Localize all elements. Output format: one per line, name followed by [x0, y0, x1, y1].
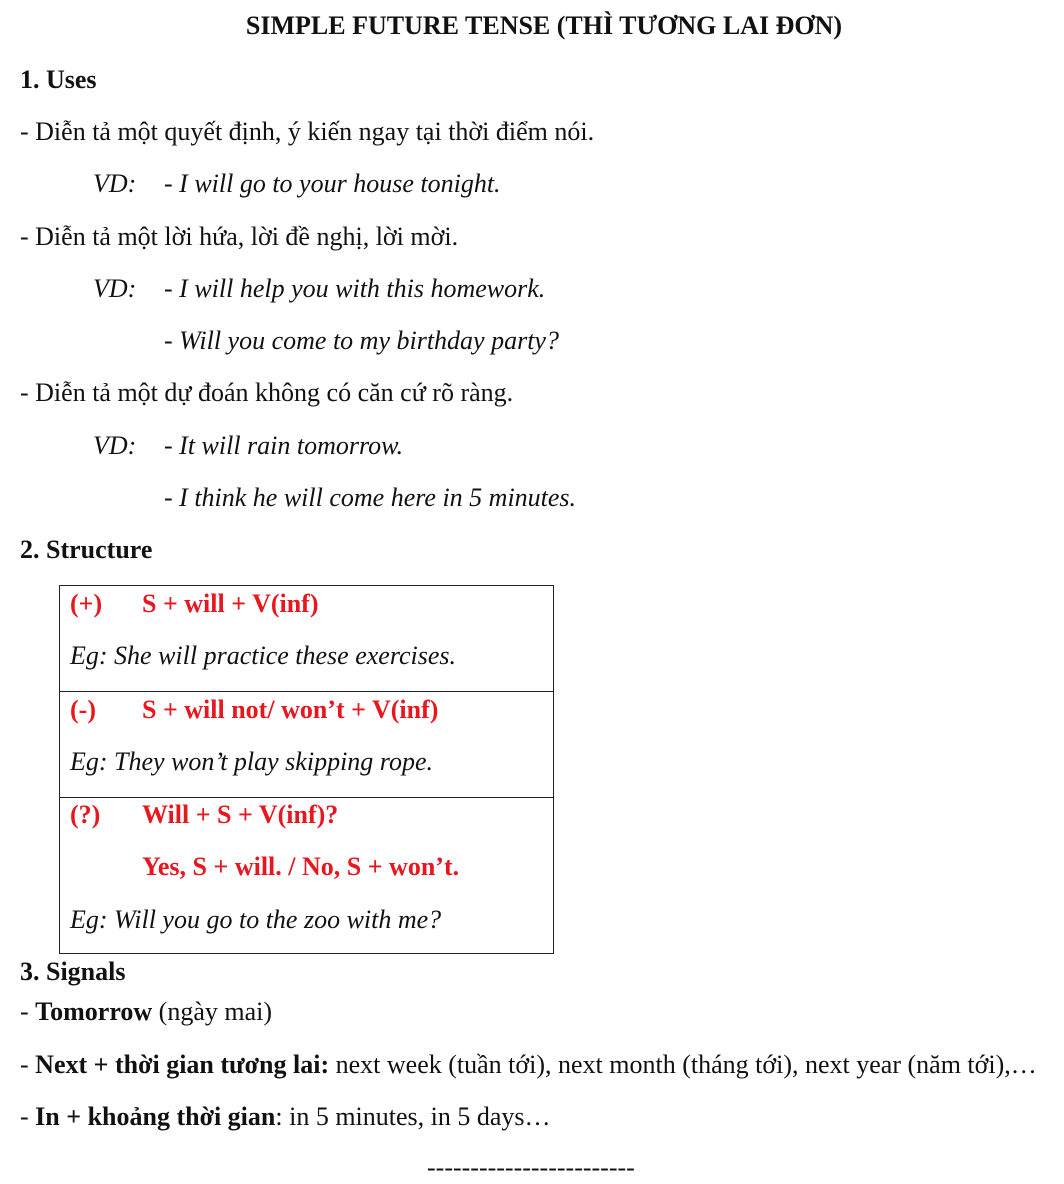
signal-description: (ngày mai): [152, 997, 273, 1026]
use-3-text: - Diễn tả một dự đoán không có căn cứ rõ ràng.: [20, 378, 514, 407]
signal-item: [20, 1101, 551, 1133]
use-3-vd-label: VD:: [93, 431, 137, 460]
structure-table: [59, 585, 554, 954]
structure-row-affirmative: [60, 586, 553, 691]
use-2-example-1: - I will help you with this homework.: [164, 274, 546, 303]
structure-formula: S + will not/ won’t + V(inf): [142, 695, 439, 724]
structure-symbol: (+): [70, 589, 103, 618]
signal-item: [20, 996, 272, 1028]
structure-example: Eg: Will you go to the zoo with me?: [70, 905, 442, 934]
structure-row-question: [60, 797, 553, 953]
section-divider: ------------------------: [427, 1153, 635, 1182]
structure-formula: Will + S + V(inf)?: [142, 800, 339, 829]
structure-answer: Yes, S + will. / No, S + won’t.: [142, 852, 460, 881]
signal-dash: -: [20, 1102, 36, 1131]
use-1-text: - Diễn tả một quyết định, ý kiến ngay tại thời điểm nói.: [20, 117, 595, 146]
use-2-vd-label: VD:: [93, 274, 137, 303]
uses-heading: 1. Uses: [20, 65, 97, 94]
use-3-example-1: - It will rain tomorrow.: [164, 431, 404, 460]
structure-heading: 2. Structure: [20, 535, 153, 564]
structure-symbol: (?): [70, 800, 101, 829]
signal-item: [20, 1049, 1037, 1081]
structure-symbol: (-): [70, 695, 96, 724]
use-1-vd-label: VD:: [93, 169, 137, 198]
signal-description: : in 5 minutes, in 5 days…: [275, 1102, 551, 1131]
signals-heading: 3. Signals: [20, 957, 126, 986]
structure-formula: S + will + V(inf): [142, 589, 319, 618]
signal-keyword: Next + thời gian tương lai:: [35, 1050, 330, 1079]
use-3-example-2: - I think he will come here in 5 minutes.: [164, 483, 577, 512]
signal-dash: -: [20, 1050, 36, 1079]
use-2-text: - Diễn tả một lời hứa, lời đề nghị, lời mời.: [20, 222, 459, 251]
page-title: SIMPLE FUTURE TENSE (THÌ TƯƠNG LAI ĐƠN): [245, 11, 843, 40]
structure-example: Eg: They won’t play skipping rope.: [70, 747, 433, 776]
signal-keyword: In + khoảng thời gian: [35, 1102, 276, 1131]
signal-dash: -: [20, 997, 36, 1026]
structure-example: Eg: She will practice these exercises.: [70, 641, 457, 670]
use-2-example-2: - Will you come to my birthday party?: [164, 326, 559, 355]
structure-row-negative: [60, 691, 553, 797]
use-1-example-1: - I will go to your house tonight.: [164, 169, 501, 198]
signal-description: next week (tuần tới), next month (tháng tới), next year (năm tới),…: [329, 1050, 1037, 1079]
signal-keyword: Tomorrow: [35, 997, 153, 1026]
